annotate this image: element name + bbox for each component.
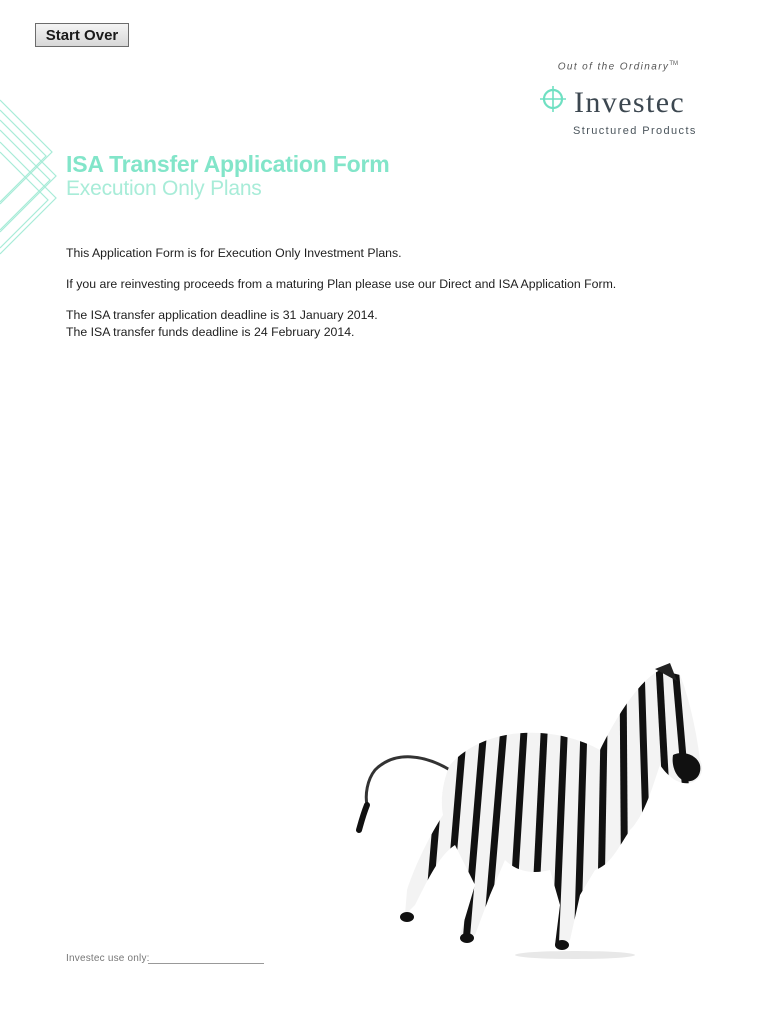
deadline-funds: The ISA transfer funds deadline is 24 February 2014. (66, 325, 355, 339)
investec-use-only-field[interactable] (148, 963, 264, 964)
intro-paragraph: If you are reinvesting proceeds from a maturing Plan please use our Direct and ISA Application Form. (66, 277, 617, 291)
investec-use-only-label: Investec use only: (66, 953, 150, 964)
brand-division: Structured Products (573, 125, 697, 137)
intro-paragraph: This Application Form is for Execution Only Investment Plans. (66, 246, 402, 260)
form-title: ISA Transfer Application Form (66, 151, 390, 177)
investec-logo-icon (538, 84, 568, 114)
brand-name: Investec (574, 86, 686, 119)
start-over-button[interactable]: Start Over (35, 23, 129, 47)
form-subtitle: Execution Only Plans (66, 177, 262, 200)
deadline-application: The ISA transfer application deadline is 31 January 2014. (66, 308, 378, 322)
brand-tagline: Out of the Ordinary™ (557, 61, 678, 73)
decorative-lines-icon (0, 90, 60, 260)
intro-text (66, 245, 616, 341)
trademark-mark: TM (669, 61, 678, 67)
zebra-illustration (355, 655, 715, 965)
